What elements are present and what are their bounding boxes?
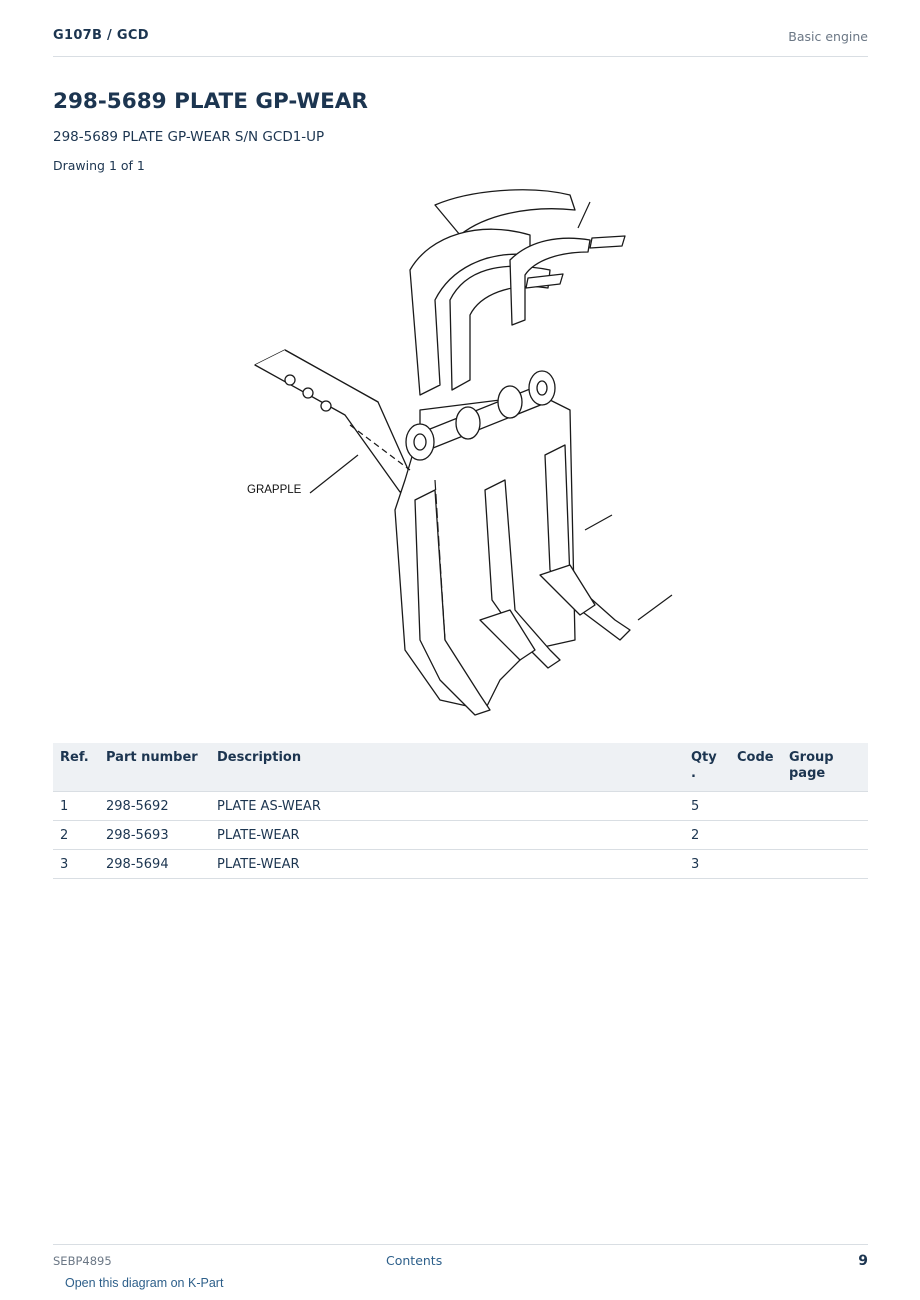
table-header-row	[53, 743, 868, 792]
cell-group-page	[782, 821, 868, 850]
cell-qty: 2	[684, 821, 730, 850]
arm-bolt-hole	[303, 388, 313, 398]
column-header-code: Code	[730, 743, 782, 792]
column-header-ref: Ref.	[53, 743, 99, 792]
column-header-group-page: Group page	[782, 743, 868, 792]
drawing-count: Drawing 1 of 1	[53, 158, 145, 173]
hinge-bushing	[498, 386, 522, 418]
cell-code	[730, 821, 782, 850]
cell-code	[730, 792, 782, 821]
wear-plate-tip	[590, 236, 625, 248]
table-row	[53, 792, 868, 821]
section-name: Basic engine	[788, 29, 868, 44]
hinge-bushing	[537, 381, 547, 395]
cell-qty: 3	[684, 850, 730, 879]
page-number: 9	[858, 1253, 868, 1269]
page-subtitle: 298-5689 PLATE GP-WEAR S/N GCD1-UP	[53, 129, 325, 145]
grapple-parts-diagram	[230, 180, 690, 725]
page-title: 298-5689 PLATE GP-WEAR	[53, 89, 368, 114]
cell-part-number: 298-5693	[99, 821, 210, 850]
document-id: SEBP4895	[53, 1254, 112, 1268]
contents-link[interactable]: Contents	[386, 1253, 443, 1268]
cell-ref: 3	[53, 850, 99, 879]
cell-part-number: 298-5694	[99, 850, 210, 879]
arm-bolt-hole	[321, 401, 331, 411]
cell-group-page	[782, 850, 868, 879]
leader-line	[638, 595, 672, 620]
column-header-qty: Qty .	[684, 743, 730, 792]
arm-bolt-hole	[285, 375, 295, 385]
leader-line	[310, 455, 358, 493]
column-header-description: Description	[210, 743, 684, 792]
cell-part-number: 298-5692	[99, 792, 210, 821]
cell-description: PLATE-WEAR	[210, 821, 684, 850]
rear-tine	[435, 190, 575, 235]
cell-group-page	[782, 792, 868, 821]
mounting-arm	[255, 350, 415, 492]
leader-line	[578, 202, 590, 228]
page-header	[53, 28, 868, 57]
leader-line	[585, 515, 612, 530]
kpart-link[interactable]: Open this diagram on K-Part	[65, 1276, 224, 1290]
model-breadcrumb: G107B / GCD	[53, 28, 149, 43]
cell-ref: 2	[53, 821, 99, 850]
cell-description: PLATE-WEAR	[210, 850, 684, 879]
column-header-part-number: Part number	[99, 743, 210, 792]
page-footer	[53, 1244, 868, 1269]
cell-ref: 1	[53, 792, 99, 821]
cell-code	[730, 850, 782, 879]
hinge-bushing	[414, 434, 426, 450]
cell-description: PLATE AS-WEAR	[210, 792, 684, 821]
grapple-callout: GRAPPLE	[247, 484, 302, 496]
cell-qty: 5	[684, 792, 730, 821]
table-row	[53, 821, 868, 850]
parts-table	[53, 743, 868, 879]
table-row	[53, 850, 868, 879]
hinge-bushing	[456, 407, 480, 439]
